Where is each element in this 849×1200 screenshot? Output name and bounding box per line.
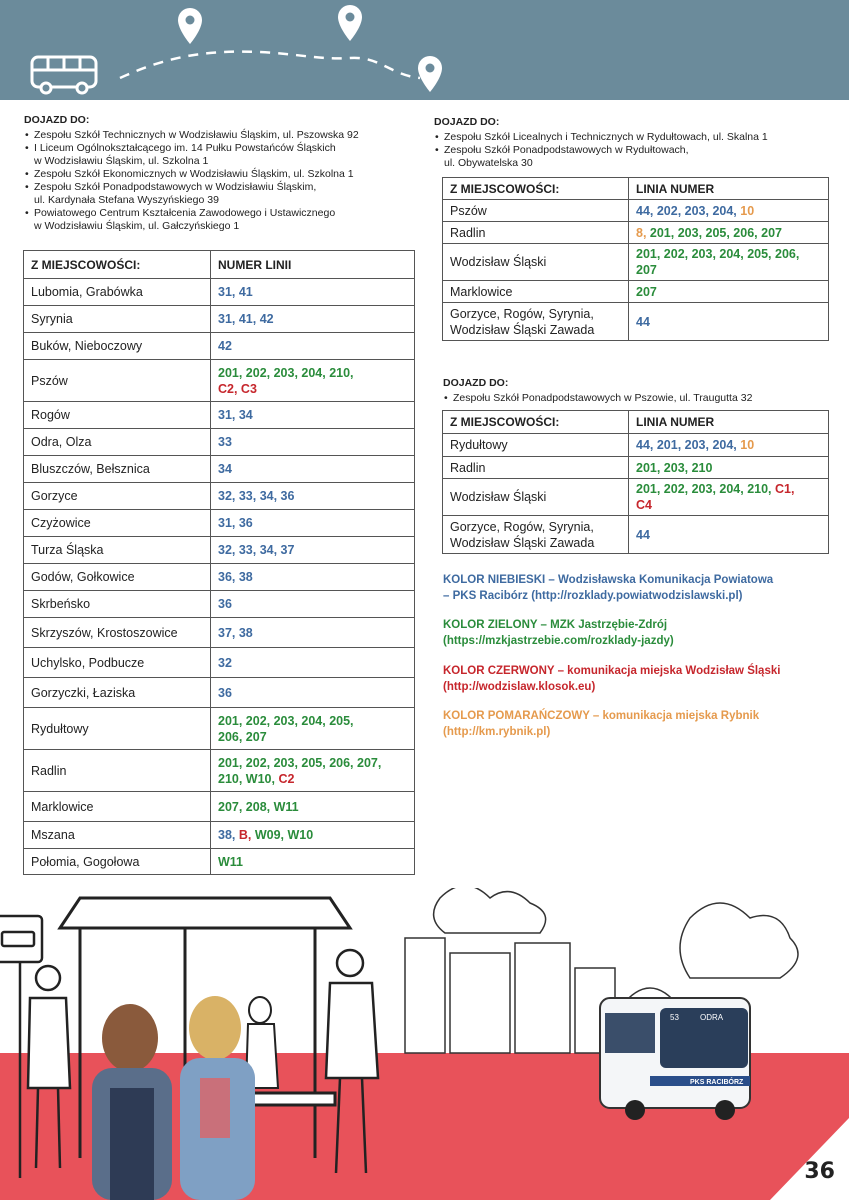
line-number-group: 32, 33, 34, 37: [218, 543, 295, 557]
place-cell: Skrzyszów, Krostoszowice: [24, 618, 211, 648]
line-number-group: B,: [238, 828, 255, 842]
route-illustration: [0, 0, 849, 100]
line-number-group: 44, 202, 203, 204,: [636, 203, 741, 218]
table-header-row: [443, 178, 829, 200]
page-number: 36: [804, 1159, 835, 1184]
illustration-svg: [0, 888, 849, 1200]
map-pin-icon: [418, 56, 442, 92]
line-number-group: 31, 41, 42: [218, 312, 274, 326]
table-row: [24, 591, 415, 618]
lines-cell: [211, 306, 415, 333]
line-number-group: 32, 33, 34, 36: [218, 489, 295, 503]
line-number-group: 201, 203, 210: [636, 460, 713, 475]
line-number-group: 32: [218, 655, 232, 670]
table-row: [24, 564, 415, 591]
place-cell: Odra, Olza: [24, 429, 211, 456]
line-number-group: 34: [218, 462, 232, 476]
line-number-group: 36: [218, 685, 232, 700]
lines-cell: [629, 281, 829, 303]
school-item: • Zespołu Szkół Ponadpodstawowych w Wodzisławiu Śląskim, ul. Kardynała Stefana Wyszyńskiego 39: [24, 181, 424, 207]
place-cell: Radlin: [24, 750, 211, 792]
place-cell: Pszów: [443, 200, 629, 222]
place-cell: Wodzisław Śląski: [443, 479, 629, 516]
lines-cell: [211, 648, 415, 678]
line-number-group: 207: [636, 263, 657, 277]
table-row: [24, 306, 415, 333]
place-cell: Połomia, Gogołowa: [24, 849, 211, 875]
line-number-group: 36, 38: [218, 570, 253, 584]
lines-cell: [629, 200, 829, 222]
place-cell: Bluszczów, Bełsznica: [24, 456, 211, 483]
place-cell: Syrynia: [24, 306, 211, 333]
line-number-group: W11: [218, 854, 244, 869]
legend-blue: KOLOR NIEBIESKI – Wodzisławska Komunikacja Powiatowa – PKS Racibórz (http://rozklady.powiatwodzislawski.pl): [443, 574, 774, 602]
line-number-group: 210, W10,: [218, 771, 279, 786]
table-row: [24, 510, 415, 537]
line-number-group: 201, 202, 203, 205, 206, 207,: [218, 755, 382, 770]
lines-cell: [629, 434, 829, 457]
lines-cell: [211, 708, 415, 750]
line-number-group: 44: [636, 527, 650, 542]
map-pin-icon: [178, 8, 202, 44]
left-lines-table: [23, 250, 415, 875]
column-header-lines: NUMER LINII: [211, 251, 415, 279]
place-cell: Marklowice: [24, 792, 211, 822]
place-cell: Marklowice: [443, 281, 629, 303]
lines-cell: [629, 516, 829, 554]
legend-orange: KOLOR POMARAŃCZOWY – komunikacja miejska Rybnik (http://km.rybnik.pl): [443, 710, 760, 738]
table-header-row: [443, 411, 829, 434]
dashed-route: [120, 52, 420, 78]
school-item: • I Liceum Ogólnokształcącego im. 14 Pułku Powstańców Śląskich w Wodzisławiu Śląskim, ul. Szkolna 1: [24, 142, 424, 168]
bus-route-label: ODRA: [700, 1013, 724, 1022]
school-item: • Zespołu Szkół Ponadpodstawowych w Pszowie, ul. Traugutta 32: [443, 392, 843, 405]
table-row: [443, 200, 829, 222]
line-number-group: 8,: [636, 225, 650, 240]
section-heading: DOJAZD DO:: [443, 377, 509, 389]
left-destinations: [24, 114, 424, 233]
line-number-group: 207: [636, 284, 657, 299]
school-item: • Zespołu Szkół Ekonomicznych w Wodzisławiu Śląskim, ul. Szkolna 1: [24, 168, 424, 181]
line-number-group: C4: [636, 498, 652, 512]
table-row: [24, 792, 415, 822]
line-number-group: 44: [636, 314, 650, 329]
column-header-lines: LINIA NUMER: [629, 411, 829, 434]
lines-cell: [211, 591, 415, 618]
place-cell: Godów, Gołkowice: [24, 564, 211, 591]
table-row: [24, 537, 415, 564]
legend-red: KOLOR CZERWONY – komunikacja miejska Wodzisław Śląski (http://wodzislaw.klosok.eu): [443, 665, 781, 693]
table-row: [24, 822, 415, 849]
lines-cell: [211, 279, 415, 306]
line-number-group: 33: [218, 435, 232, 449]
school-item: • Zespołu Szkół Technicznych w Wodzisławiu Śląskim, ul. Pszowska 92: [24, 129, 424, 142]
line-number-group: 207, 208, W11: [218, 799, 299, 814]
lines-cell: [211, 750, 415, 792]
table-row: [443, 516, 829, 554]
table-row: [443, 222, 829, 244]
lines-cell: [211, 360, 415, 402]
place-cell: Gorzyczki, Łaziska: [24, 678, 211, 708]
lines-cell: [211, 618, 415, 648]
bus-stop-illustration: [0, 888, 849, 1200]
place-cell: Rogów: [24, 402, 211, 429]
bus-brand-label: PKS RACIBÓRZ: [690, 1079, 744, 1086]
table-row: [24, 483, 415, 510]
right-top-destinations: [434, 116, 839, 170]
school-list: [443, 392, 843, 405]
right-top-lines-table: [442, 177, 829, 341]
line-number-group: 37, 38: [218, 625, 253, 640]
table-row: [24, 618, 415, 648]
lines-cell: [211, 429, 415, 456]
column-header-place: Z MIEJSCOWOŚCI:: [443, 411, 629, 434]
lines-cell: [629, 479, 829, 516]
table-row: [24, 648, 415, 678]
place-cell: Mszana: [24, 822, 211, 849]
line-number-group: C2, C3: [218, 381, 257, 396]
school-item: • Zespołu Szkół Ponadpodstawowych w Rydułtowach, ul. Obywatelska 30: [434, 144, 839, 170]
place-cell: Wodzisław Śląski: [443, 244, 629, 281]
lines-cell: [629, 457, 829, 479]
line-number-group: 201, 203, 205, 206, 207: [649, 225, 782, 240]
table-row: [24, 360, 415, 402]
table-row: [24, 456, 415, 483]
line-number-group: C2: [278, 771, 295, 786]
line-number-group: C1,: [775, 482, 795, 496]
place-cell: Rydułtowy: [443, 434, 629, 457]
line-number-group: 38,: [218, 828, 239, 842]
lines-cell: [211, 537, 415, 564]
lines-cell: [211, 792, 415, 822]
table-row: [24, 333, 415, 360]
column-header-place: Z MIEJSCOWOŚCI:: [443, 178, 629, 200]
section-heading: DOJAZD DO:: [24, 114, 90, 126]
column-header-place: Z MIEJSCOWOŚCI:: [24, 251, 211, 279]
table-row: [24, 429, 415, 456]
table-row: [24, 279, 415, 306]
line-number-group: 10: [740, 438, 755, 452]
table-row: [443, 457, 829, 479]
lines-cell: [211, 456, 415, 483]
line-number-group: 206, 207: [218, 729, 267, 744]
line-number-group: 10: [740, 203, 755, 218]
place-cell: Radlin: [443, 457, 629, 479]
table-row: [24, 678, 415, 708]
place-cell: Uchylsko, Podbucze: [24, 648, 211, 678]
line-number-group: 201, 202, 203, 204, 210,: [636, 482, 776, 496]
legend-green: KOLOR ZIELONY – MZK Jastrzębie-Zdrój (https://mzkjastrzebie.com/rozklady-jazdy): [443, 619, 674, 647]
line-number-group: 201, 202, 203, 204, 210,: [218, 365, 354, 380]
place-cell: Pszów: [24, 360, 211, 402]
place-cell: Gorzyce, Rogów, Syrynia, Wodzisław Śląski Zawada: [443, 303, 629, 341]
school-list: [24, 129, 424, 233]
line-number-group: 31, 34: [218, 408, 253, 422]
header-banner: [0, 0, 849, 100]
lines-cell: [211, 510, 415, 537]
lines-cell: [211, 483, 415, 510]
lines-cell: [629, 244, 829, 281]
place-cell: Czyżowice: [24, 510, 211, 537]
line-number-group: W09, W10: [254, 828, 314, 842]
table-row: [443, 303, 829, 341]
table-row: [443, 479, 829, 516]
map-pin-icon: [338, 5, 362, 41]
line-number-group: 42: [218, 339, 232, 353]
lines-cell: [211, 822, 415, 849]
school-item: • Powiatowego Centrum Kształcenia Zawodowego i Ustawicznego w Wodzisławiu Śląskim, ul. Gałczyńskiego 1: [24, 207, 424, 233]
place-cell: Buków, Nieboczowy: [24, 333, 211, 360]
line-number-group: 201, 202, 203, 204, 205,: [218, 713, 354, 728]
place-cell: Skrbeńsko: [24, 591, 211, 618]
table-row: [24, 708, 415, 750]
lines-cell: [629, 222, 829, 244]
place-cell: Radlin: [443, 222, 629, 244]
bus-icon: [600, 998, 750, 1120]
lines-cell: [629, 303, 829, 341]
place-cell: Rydułtowy: [24, 708, 211, 750]
lines-cell: [211, 564, 415, 591]
lines-cell: [211, 849, 415, 875]
right-mid-destinations: [443, 377, 843, 405]
line-number-group: 44, 201, 203, 204,: [636, 438, 741, 452]
place-cell: Lubomia, Grabówka: [24, 279, 211, 306]
lines-cell: [211, 333, 415, 360]
line-number-group: 31, 41: [218, 285, 253, 299]
line-number-group: 36: [218, 597, 232, 611]
table-row: [24, 750, 415, 792]
school-list: [434, 131, 839, 170]
place-cell: Turza Śląska: [24, 537, 211, 564]
line-number-group: 31, 36: [218, 516, 253, 530]
table-row: [443, 281, 829, 303]
column-header-lines: LINIA NUMER: [629, 178, 829, 200]
table-row: [24, 849, 415, 875]
bus-icon: [32, 57, 96, 93]
place-cell: Gorzyce, Rogów, Syrynia, Wodzisław Śląski Zawada: [443, 516, 629, 554]
table-row: [24, 402, 415, 429]
table-row: [443, 434, 829, 457]
line-number-group: 201, 202, 203, 204, 205, 206,: [636, 247, 800, 261]
table-header-row: [24, 251, 415, 279]
place-cell: Gorzyce: [24, 483, 211, 510]
bus-number-label: 53: [670, 1013, 679, 1022]
lines-cell: [211, 678, 415, 708]
section-heading: DOJAZD DO:: [434, 116, 500, 128]
school-item: • Zespołu Szkół Licealnych i Technicznych w Rydułtowach, ul. Skalna 1: [434, 131, 839, 144]
table-row: [443, 244, 829, 281]
lines-cell: [211, 402, 415, 429]
right-mid-lines-table: [442, 410, 829, 554]
